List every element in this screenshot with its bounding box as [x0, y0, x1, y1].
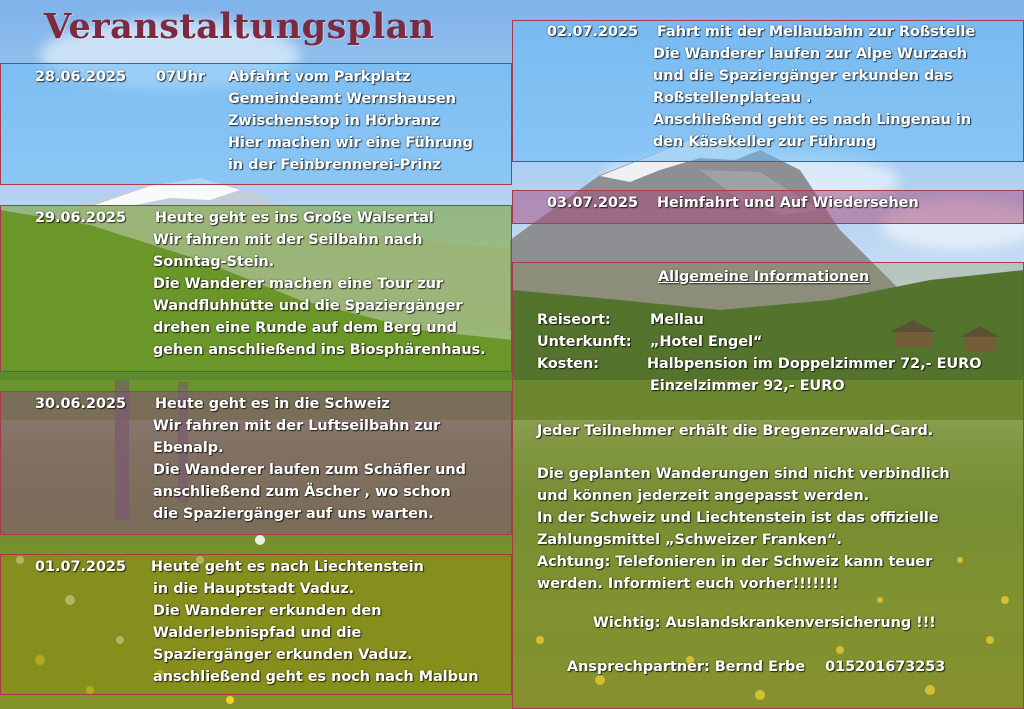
day-panel-03-07: [512, 190, 1024, 224]
important-note: Wichtig: Auslandskrankenversicherung !!!: [593, 615, 936, 631]
card-note: Jeder Teilnehmer erhält die Bregenzerwald-Card.: [537, 423, 934, 439]
day-line: in die Hauptstadt Vaduz.: [153, 581, 355, 597]
day-date: 30.06.2025: [35, 396, 127, 412]
day-line: Anschließend geht es nach Lingenau in: [653, 112, 972, 128]
day-panel-30-06: [0, 391, 512, 535]
day-panel-01-07: [0, 554, 512, 695]
day-line: die Spaziergänger auf uns warten.: [153, 506, 434, 522]
day-line: drehen eine Runde auf dem Berg und: [153, 320, 457, 336]
day-line: gehen anschließend ins Biosphärenhaus.: [153, 342, 486, 358]
day-line: Heimfahrt und Auf Wiedersehen: [657, 195, 919, 211]
day-line: Sonntag-Stein.: [153, 254, 275, 270]
info-note: werden. Informiert euch vorher!!!!!!!: [537, 576, 839, 592]
day-line: in der Feinbrennerei-Prinz: [228, 157, 441, 173]
day-line: den Käsekeller zur Führung: [653, 134, 877, 150]
day-line: Die Wanderer laufen zum Schäfler und: [153, 462, 466, 478]
day-line: Wir fahren mit der Luftseilbahn zur: [153, 418, 441, 434]
day-line: anschließend zum Äscher , wo schon: [153, 484, 451, 500]
day-line: und die Spaziergänger erkunden das: [653, 68, 953, 84]
day-line: Gemeindeamt Wernshausen: [228, 91, 456, 107]
day-line: Die Wanderer laufen zur Alpe Wurzach: [653, 46, 968, 62]
day-line: Zwischenstop in Hörbranz: [228, 113, 440, 129]
day-line: Walderlebnispfad und die: [153, 625, 362, 641]
day-time: 07Uhr: [156, 69, 206, 85]
day-line: Wandfluhhütte und die Spaziergänger: [153, 298, 463, 314]
reiseort-value: Mellau: [650, 312, 704, 328]
day-panel-29-06: [0, 205, 512, 372]
day-date: 29.06.2025: [35, 210, 127, 226]
page-title: Veranstaltungsplan: [44, 6, 435, 47]
day-panel-28-06: [0, 63, 512, 185]
day-line: Ebenalp.: [153, 440, 224, 456]
day-line: Heute geht es ins Große Walsertal: [155, 210, 434, 226]
day-line: anschließend geht es noch nach Malbun: [153, 669, 479, 685]
day-date: 03.07.2025: [547, 195, 639, 211]
day-line: Spaziergänger erkunden Vaduz.: [153, 647, 413, 663]
reiseort-label: Reiseort:: [537, 312, 611, 328]
day-date: 01.07.2025: [35, 559, 127, 575]
unterkunft-label: Unterkunft:: [537, 334, 632, 350]
info-note: Zahlungsmittel „Schweizer Franken“.: [537, 532, 842, 548]
kosten-doppelzimmer: Halbpension im Doppelzimmer 72,- EURO: [647, 356, 982, 372]
day-line: Die Wanderer machen eine Tour zur: [153, 276, 444, 292]
day-panel-02-07: [512, 20, 1024, 162]
unterkunft-value: „Hotel Engel“: [650, 334, 763, 350]
info-note: Achtung: Telefonieren in der Schweiz kann teuer: [537, 554, 933, 570]
info-note: und können jederzeit angepasst werden.: [537, 488, 870, 504]
contact-person: Ansprechpartner: Bernd Erbe 015201673253: [567, 659, 946, 675]
day-date: 02.07.2025: [547, 24, 639, 40]
kosten-einzelzimmer: Einzelzimmer 92,- EURO: [650, 378, 845, 394]
info-heading: Allgemeine Informationen: [658, 269, 870, 285]
day-line: Fahrt mit der Mellaubahn zur Roßstelle: [657, 24, 976, 40]
info-note: Die geplanten Wanderungen sind nicht verbindlich: [537, 466, 950, 482]
day-line: Wir fahren mit der Seilbahn nach: [153, 232, 423, 248]
day-line: Die Wanderer erkunden den: [153, 603, 382, 619]
day-line: Heute geht es in die Schweiz: [155, 396, 390, 412]
day-line: Abfahrt vom Parkplatz: [228, 69, 411, 85]
info-panel: [512, 262, 1024, 709]
kosten-label: Kosten:: [537, 356, 599, 372]
info-note: In der Schweiz und Liechtenstein ist das offizielle: [537, 510, 939, 526]
day-date: 28.06.2025: [35, 69, 127, 85]
day-line: Hier machen wir eine Führung: [228, 135, 473, 151]
day-line: Heute geht es nach Liechtenstein: [151, 559, 424, 575]
day-line: Roßstellenplateau .: [653, 90, 812, 106]
